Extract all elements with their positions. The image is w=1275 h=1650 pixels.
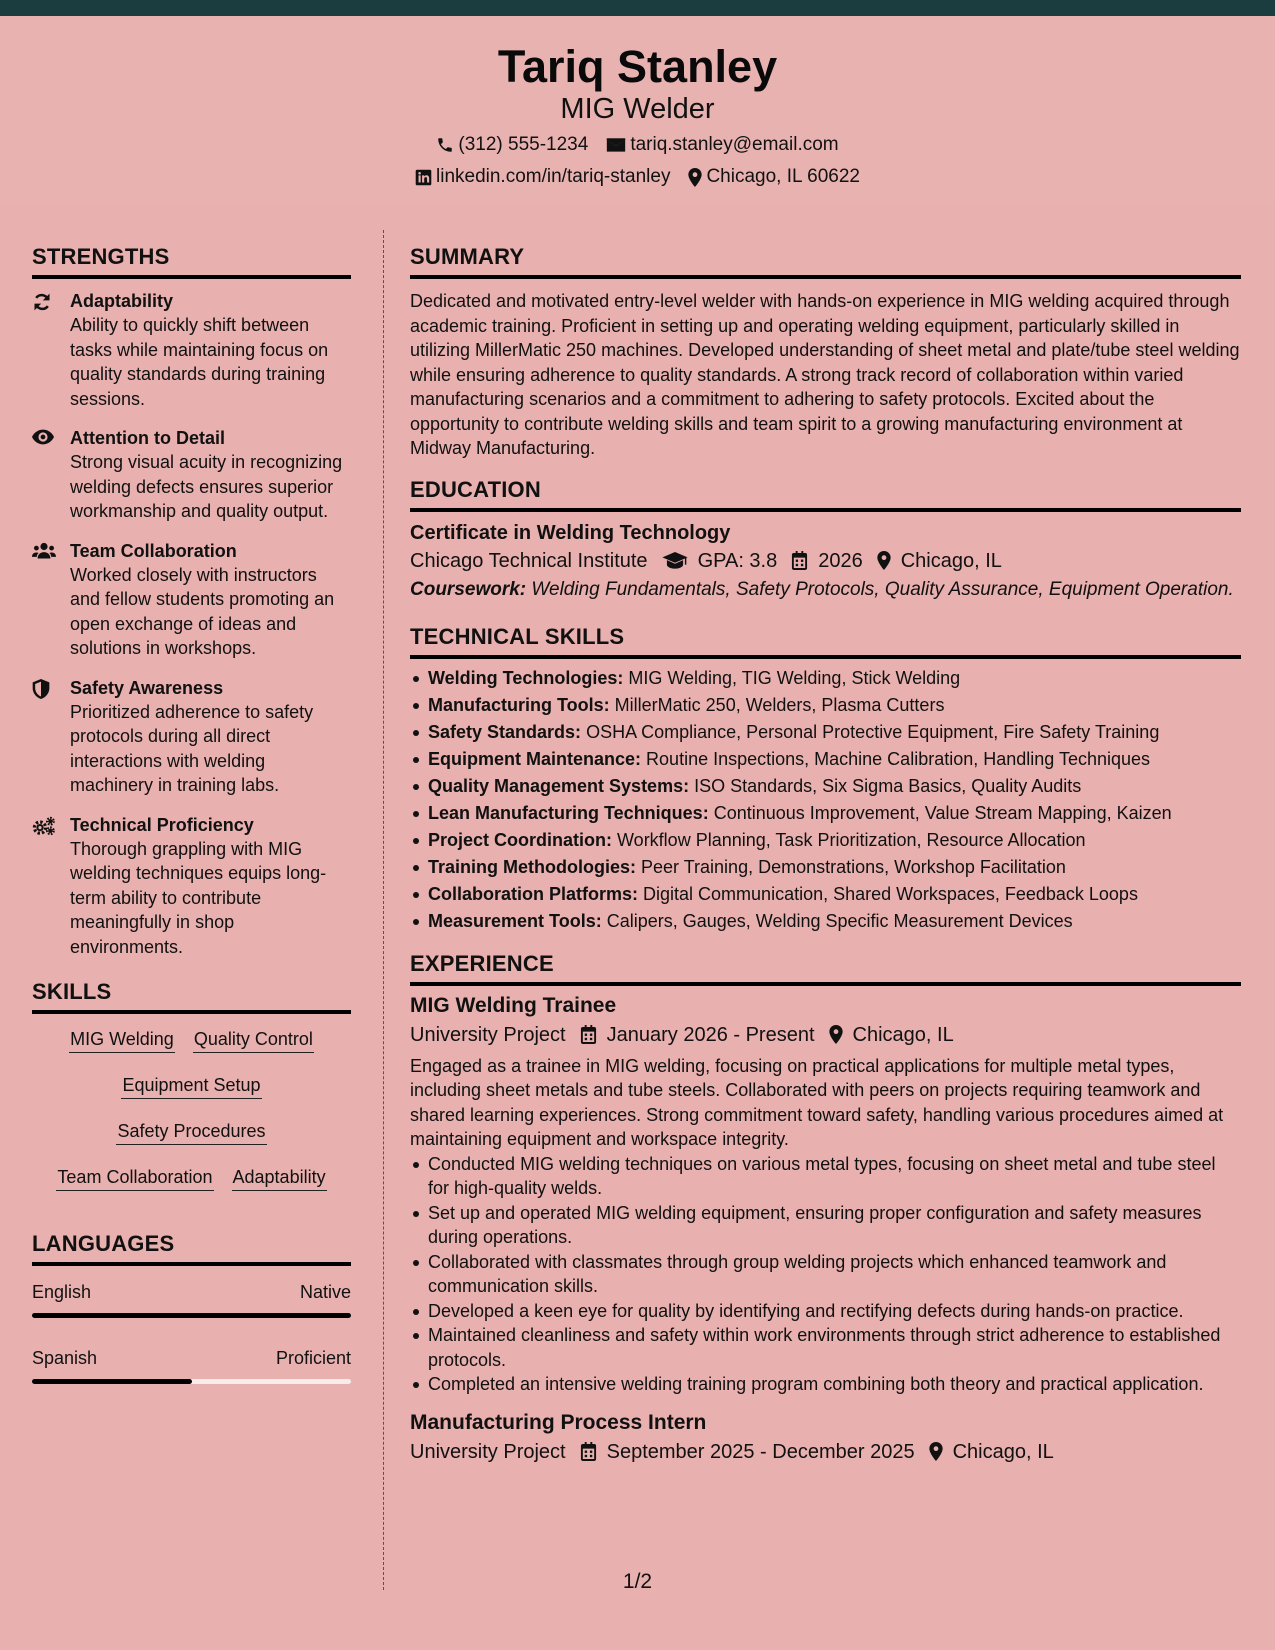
education-section [410, 477, 1241, 602]
phone-text: (312) 555-1234 [458, 134, 589, 155]
strength-item [32, 813, 351, 960]
skill-tag: Safety Procedures [116, 1120, 266, 1145]
job-dates: January 2026 - Present [606, 1023, 815, 1046]
contact-row-primary [0, 134, 1275, 156]
location-text: Chicago, IL 60622 [706, 166, 860, 187]
list-item: Conducted MIG welding techniques on various metal types, focusing on sheet metal and tube steel for high-quality welds. [410, 1152, 1241, 1201]
list-item [410, 827, 1241, 854]
strength-desc: Thorough grappling with MIG welding techniques equips long-term ability to contribute meaningfully in shop environments. [70, 838, 327, 957]
job-location: Chicago, IL [852, 1023, 954, 1046]
language-proficiency-bar [32, 1313, 351, 1318]
language-name: English [32, 1282, 92, 1302]
cogs-icon [32, 813, 56, 960]
skill-category: Quality Management Systems: [428, 775, 690, 796]
summary-heading: SUMMARY [410, 244, 1241, 279]
calendar-icon [791, 551, 808, 570]
skill-values: Peer Training, Demonstrations, Workshop Facilitation [641, 856, 1066, 877]
technical-skills-heading: TECHNICAL SKILLS [410, 624, 1241, 659]
skill-category: Equipment Maintenance: [428, 748, 642, 769]
map-pin-icon [829, 1025, 843, 1044]
education-year: 2026 [818, 549, 863, 572]
left-column [32, 244, 351, 1414]
job-bullets [410, 1152, 1241, 1397]
language-level: Native [299, 1282, 351, 1302]
experience-heading: EXPERIENCE [410, 951, 1241, 986]
list-item [410, 746, 1241, 773]
language-name: Spanish [32, 1348, 98, 1368]
column-divider [383, 230, 384, 1590]
skill-category: Welding Technologies: [428, 667, 624, 688]
map-pin-icon [877, 551, 891, 570]
contact-location [688, 166, 860, 188]
sync-icon [32, 289, 56, 411]
education-location: Chicago, IL [900, 549, 1002, 572]
skill-values: Digital Communication, Shared Workspaces, Feedback Loops [643, 883, 1138, 904]
school-name: Chicago Technical Institute [410, 549, 648, 572]
degree-title: Certificate in Welding Technology [410, 521, 731, 544]
list-item [410, 854, 1241, 881]
job-title: Manufacturing Process Intern [410, 1410, 707, 1434]
job-location: Chicago, IL [952, 1440, 1054, 1463]
language-proficiency-fill [32, 1379, 192, 1384]
skill-values: Calipers, Gauges, Welding Specific Measurement Devices [606, 910, 1073, 931]
list-item: Developed a keen eye for quality by identifying and rectifying defects during hands-on practice. [410, 1299, 1241, 1324]
language-level: Proficient [275, 1348, 351, 1368]
job-entry [410, 992, 1241, 1397]
job-meta [410, 1020, 1241, 1050]
list-item: Set up and operated MIG welding equipment, ensuring proper configuration and safety measures during operations. [410, 1201, 1241, 1250]
language-item [32, 1348, 351, 1384]
skills-section [32, 979, 351, 1191]
list-item [410, 908, 1241, 935]
envelope-icon [606, 137, 626, 153]
strength-title: Adaptability [70, 291, 174, 311]
strength-desc: Strong visual acuity in recognizing welding defects ensures superior workmanship and quality output. [70, 452, 343, 521]
shield-icon [32, 676, 56, 798]
skill-values: MIG Welding, TIG Welding, Stick Welding [628, 667, 961, 688]
contact-row-secondary [0, 166, 1275, 188]
skill-category: Measurement Tools: [428, 910, 602, 931]
list-item [410, 773, 1241, 800]
skill-values: Routine Inspections, Machine Calibration, Handling Techniques [646, 748, 1151, 769]
job-meta [410, 1437, 1241, 1467]
graduation-cap-icon [662, 552, 688, 570]
skill-values: OSHA Compliance, Personal Protective Equipment, Fire Safety Training [586, 721, 1160, 742]
strength-item [32, 426, 351, 524]
languages-heading: LANGUAGES [32, 1231, 351, 1266]
candidate-title: MIG Welder [560, 93, 715, 125]
skill-tag: MIG Welding [69, 1028, 175, 1053]
list-item [410, 719, 1241, 746]
list-item: Completed an intensive welding training program combining both theory and practical application. [410, 1372, 1241, 1397]
skill-category: Collaboration Platforms: [428, 883, 639, 904]
gpa-text: GPA: 3.8 [697, 549, 778, 572]
users-icon [32, 539, 56, 661]
skill-tag: Adaptability [232, 1166, 327, 1191]
skill-tag: Equipment Setup [121, 1074, 261, 1099]
skill-values: Workflow Planning, Task Prioritization, Resource Allocation [617, 829, 1086, 850]
right-column [410, 244, 1241, 1467]
strength-title: Attention to Detail [70, 428, 225, 448]
education-meta [410, 546, 1241, 576]
strength-desc: Ability to quickly shift between tasks while maintaining focus on quality standards during training sessions. [70, 315, 329, 409]
skill-category: Manufacturing Tools: [428, 694, 610, 715]
map-pin-icon [688, 168, 702, 187]
top-accent-bar [0, 0, 1275, 16]
skill-category: Lean Manufacturing Techniques: [428, 802, 709, 823]
candidate-name: Tariq Stanley [497, 41, 778, 92]
language-proficiency-bar [32, 1379, 351, 1384]
linkedin-icon [415, 169, 432, 186]
strength-title: Safety Awareness [70, 677, 224, 698]
linkedin-text: linkedin.com/in/tariq-stanley [436, 166, 671, 187]
contact-phone[interactable] [436, 134, 588, 156]
job-org: University Project [410, 1440, 566, 1463]
job-entry [410, 1409, 1241, 1467]
map-pin-icon [929, 1442, 943, 1461]
strengths-section [32, 244, 351, 959]
technical-skills-list [410, 665, 1241, 935]
job-title: MIG Welding Trainee [410, 993, 617, 1017]
calendar-icon [580, 1025, 597, 1044]
calendar-icon [580, 1442, 597, 1461]
resume-header [0, 16, 1275, 204]
strength-item [32, 676, 351, 798]
list-item: Collaborated with classmates through group welding projects which enhanced teamwork and communication skills. [410, 1250, 1241, 1299]
skill-category: Safety Standards: [428, 721, 582, 742]
strength-title: Team Collaboration [70, 540, 237, 561]
experience-section [410, 951, 1241, 1467]
skill-values: MillerMatic 250, Welders, Plasma Cutters [614, 694, 945, 715]
eye-icon [32, 426, 56, 524]
skill-values: Continuous Improvement, Value Stream Mapping, Kaizen [713, 802, 1172, 823]
language-proficiency-fill [32, 1313, 351, 1318]
email-text: tariq.stanley@email.com [630, 134, 839, 155]
job-dates: September 2025 - December 2025 [606, 1440, 915, 1463]
coursework-text: Welding Fundamentals, Safety Protocols, Quality Assurance, Equipment Operation. [531, 578, 1234, 600]
job-org: University Project [410, 1023, 566, 1046]
languages-section [32, 1231, 351, 1384]
skills-list [32, 1024, 351, 1191]
coursework-label: Coursework: [410, 578, 527, 600]
summary-section [410, 244, 1241, 461]
skills-heading: SKILLS [32, 979, 351, 1014]
coursework [410, 578, 1241, 602]
list-item [410, 881, 1241, 908]
list-item [410, 800, 1241, 827]
list-item [410, 665, 1241, 692]
strengths-heading: STRENGTHS [32, 244, 351, 279]
strength-item [32, 539, 351, 661]
list-item [410, 692, 1241, 719]
job-description: Engaged as a trainee in MIG welding, focusing on practical applications for multiple metal types, including sheet metals and tube steels. Collaborated with peers on projects requiring teamwork and shared learning experiences. Strong commitment toward safety, handling various procedures aimed at maintaining equipment and workspace integrity. [410, 1055, 1224, 1149]
skill-values: ISO Standards, Six Sigma Basics, Quality Audits [694, 775, 1082, 796]
technical-skills-section [410, 624, 1241, 935]
skill-category: Training Methodologies: [428, 856, 636, 877]
skill-tag: Quality Control [193, 1028, 314, 1053]
phone-icon [436, 136, 454, 154]
summary-text: Dedicated and motivated entry-level welder with hands-on experience in MIG welding acquired through academic training. Proficient in setting up and operating welding equipment, particularly skilled in utilizing MillerMatic 250 machines. Developed understanding of sheet metal and plate/tube steel welding while ensuring adherence to quality standards. A strong track record of collaboration within varied manufacturing scenarios and a commitment to adhering to safety protocols. Excited about the opportunity to contribute welding skills and team spirit to a growing manufacturing environment at Midway Manufacturing. [410, 291, 1240, 458]
strength-desc: Worked closely with instructors and fellow students promoting an open exchange of ideas and solutions in workshops. [70, 564, 335, 658]
strength-title: Technical Proficiency [70, 814, 254, 835]
skill-category: Project Coordination: [428, 829, 612, 850]
page-number: 1/2 [622, 1570, 653, 1593]
contact-linkedin[interactable] [415, 166, 670, 188]
strength-item [32, 289, 351, 411]
strength-desc: Prioritized adherence to safety protocols during all direct interactions with welding machinery in training labs. [70, 701, 314, 795]
education-heading: EDUCATION [410, 477, 1241, 512]
contact-email[interactable] [606, 134, 838, 156]
skill-tag: Team Collaboration [56, 1166, 213, 1191]
language-item [32, 1282, 351, 1318]
list-item: Maintained cleanliness and safety within work environments through strict adherence to established protocols. [410, 1323, 1241, 1372]
